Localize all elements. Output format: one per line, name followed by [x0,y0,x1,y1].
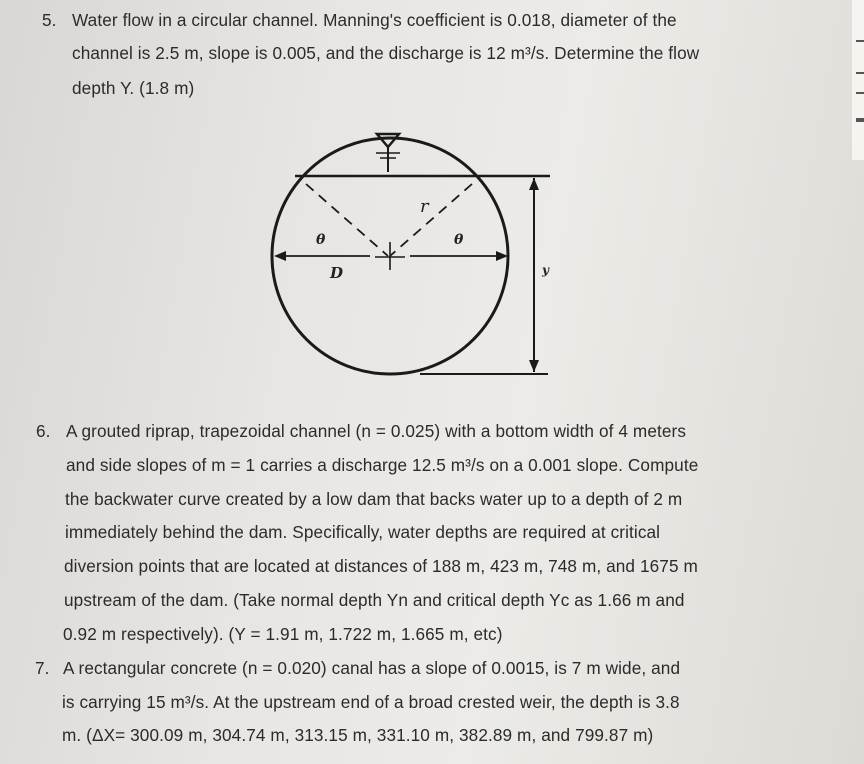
theta-left-label: θ [316,232,326,248]
question-line: Water flow in a circular channel. Manning's coefficient is 0.018, diameter of the [72,10,677,30]
question-line: is carrying 15 m³/s. At the upstream end of a broad crested weir, the depth is 3.8 [62,692,680,712]
radius-label: r [420,196,429,217]
question-number: 5. [42,10,57,30]
question-line: A rectangular concrete (n = 0.020) canal has a slope of 0.0015, is 7 m wide, and [63,658,681,678]
depth-arrow-bottom [529,360,539,372]
question-line: A grouted riprap, trapezoidal channel (n = 0.025) with a bottom width of 4 meters [66,421,687,441]
diameter-arrow-right [496,251,508,261]
question-line: the backwater curve created by a low dam that backs water up to a depth of 2 m [65,489,683,509]
question-line: m. (ΔX= 300.09 m, 304.74 m, 313.15 m, 331.10 m, 382.89 m, and 799.87 m) [62,725,654,745]
theta-right-label: θ [454,232,464,248]
question-line: upstream of the dam. (Take normal depth Yn and critical depth Yc as 1.66 m and [64,590,685,610]
page-edge [852,0,864,160]
question-line: channel is 2.5 m, slope is 0.005, and the discharge is 12 m³/s. Determine the flow [72,43,700,63]
question-line: 0.92 m respectively). (Y = 1.91 m, 1.722 m, 1.665 m, etc) [63,624,503,644]
depth-arrow-top [529,178,539,190]
question-line: immediately behind the dam. Specifically, water depths are required at critical [65,522,661,542]
edge-mark [856,92,864,94]
question-line: depth Y. (1.8 m) [72,78,195,98]
edge-mark [856,118,864,122]
edge-mark [856,72,864,74]
edge-mark [856,40,864,42]
depth-label: y [542,263,549,277]
question-line: and side slopes of m = 1 carries a discharge 12.5 m³/s on a 0.001 slope. Compute [66,455,699,475]
diameter-arrow-left [274,251,286,261]
circular-channel-diagram [250,120,570,385]
question-line: diversion points that are located at distances of 188 m, 423 m, 748 m, and 1675 m [64,556,698,576]
question-number: 6. [36,421,51,441]
diameter-label: D [330,264,344,282]
question-number: 7. [35,658,50,678]
